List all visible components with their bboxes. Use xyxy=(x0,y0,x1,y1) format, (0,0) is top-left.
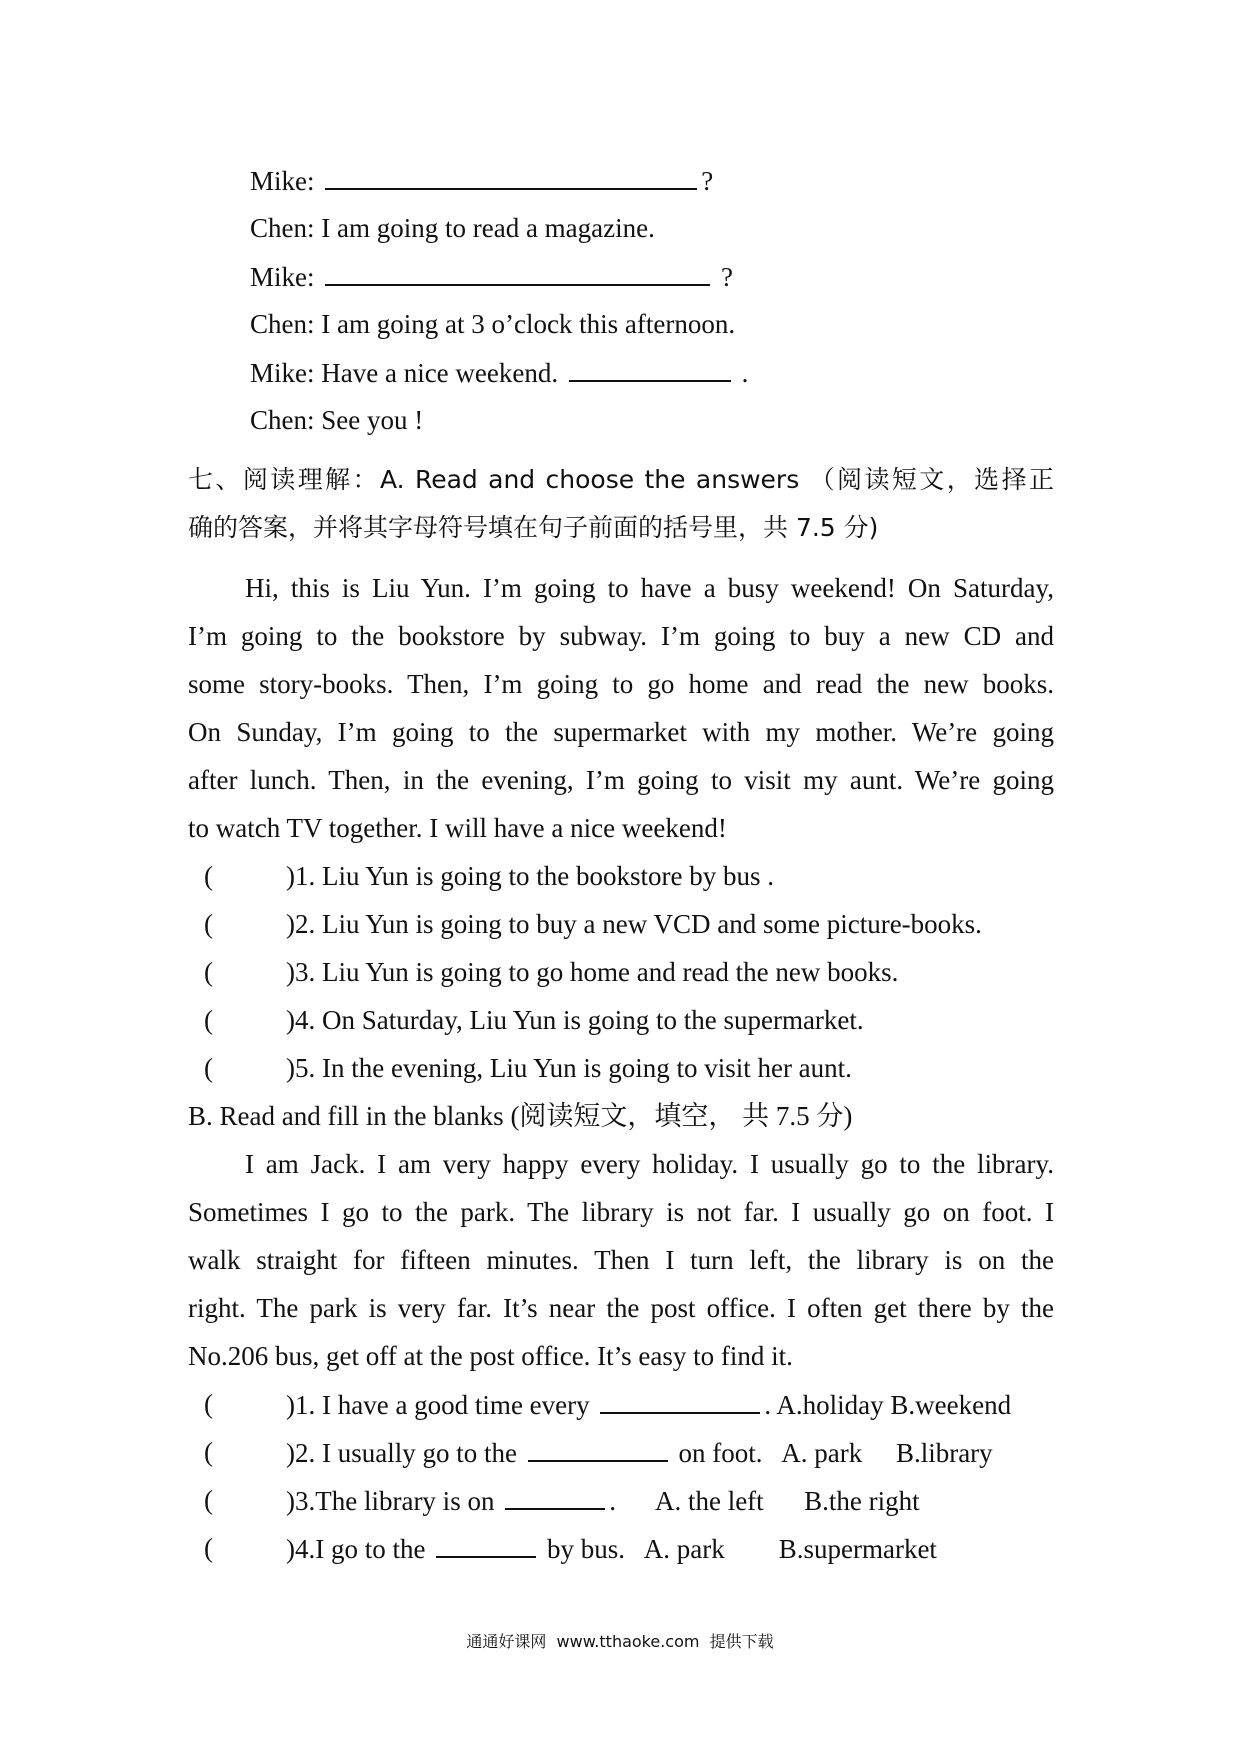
section-7-heading-line-1: 七、阅读理解：A. Read and choose the answers （阅读短文，选择正 xyxy=(188,465,1054,494)
passage-a-line-5: after lunch. Then, in the evening, I’m going to visit my aunt. We’re going xyxy=(188,765,1054,795)
passage-b-line-5: No.206 bus, get off at the post office. It’s easy to find it. xyxy=(188,1341,793,1371)
question-a-3: )3. Liu Yun is going to go home and read the new books. xyxy=(286,957,899,987)
fill-blank[interactable] xyxy=(436,1530,536,1558)
speaker-label: Mike: xyxy=(250,358,315,388)
answer-blank[interactable] xyxy=(569,354,731,382)
passage-a-line-4: On Sunday, I’m going to the supermarket with my mother. We’re going xyxy=(188,717,1054,747)
answer-paren[interactable]: ( xyxy=(204,1437,213,1467)
question-mark: ? xyxy=(721,262,733,292)
speaker-label: Chen: xyxy=(250,213,315,243)
speaker-label: Chen: xyxy=(250,309,315,339)
question-a-2: )2. Liu Yun is going to buy a new VCD and some picture-books. xyxy=(286,909,982,939)
fill-blank[interactable] xyxy=(505,1482,605,1510)
passage-a-line-3: some story-books. Then, I’m going to go home and read the new books. xyxy=(188,669,1054,699)
fill-blank[interactable] xyxy=(528,1434,668,1462)
dialogue-text: Have a nice weekend. xyxy=(321,358,559,388)
answer-paren[interactable]: ( xyxy=(204,1053,213,1083)
passage-b-line-1: I am Jack. I am very happy every holiday. I usually go to the library. xyxy=(245,1149,1054,1179)
question-b-2: )2. I usually go to the on foot. A. park B.library xyxy=(286,1434,993,1471)
passage-a-line-2: I’m going to the bookstore by subway. I’m going to buy a new CD and xyxy=(188,621,1054,651)
page-footer: 通通好课网 www.tthaoke.com 提供下载 xyxy=(466,1632,774,1651)
answer-paren[interactable]: ( xyxy=(204,957,213,987)
question-a-5: )5. In the evening, Liu Yun is going to visit her aunt. xyxy=(286,1053,852,1083)
speaker-label: Mike: xyxy=(250,166,315,196)
passage-a-line-6: to watch TV together. I will have a nice weekend! xyxy=(188,813,727,843)
answer-paren[interactable]: ( xyxy=(204,1533,213,1563)
dialogue-line-2 xyxy=(250,210,655,246)
question-b-4: )4.I go to the by bus. A. park B.supermarket xyxy=(286,1530,937,1567)
dialogue-line-1 xyxy=(250,162,713,199)
period: . xyxy=(741,358,749,388)
answer-paren[interactable]: ( xyxy=(204,909,213,939)
fill-blank[interactable] xyxy=(600,1386,760,1414)
answer-blank[interactable] xyxy=(325,162,697,190)
question-a-4: )4. On Saturday, Liu Yun is going to the supermarket. xyxy=(286,1005,864,1035)
dialogue-text: See you ! xyxy=(321,405,424,435)
dialogue-text: I am going to read a magazine. xyxy=(321,213,655,243)
speaker-label: Mike: xyxy=(250,262,315,292)
dialogue-line-6 xyxy=(250,402,423,438)
dialogue-line-3 xyxy=(250,258,733,295)
answer-paren[interactable]: ( xyxy=(204,1389,213,1419)
answer-paren[interactable]: ( xyxy=(204,1005,213,1035)
section-7-heading-line-2: 确的答案，并将其字母符号填在句子前面的括号里，共 7.5 分) xyxy=(188,513,879,542)
passage-b-line-3: walk straight for fifteen minutes. Then I turn left, the library is on the xyxy=(188,1245,1054,1275)
passage-a-line-1: Hi, this is Liu Yun. I’m going to have a busy weekend! On Saturday, xyxy=(245,573,1054,603)
speaker-label: Chen: xyxy=(250,405,315,435)
dialogue-line-5 xyxy=(250,354,748,391)
passage-b-line-4: right. The park is very far. It’s near the post office. I often get there by the xyxy=(188,1293,1054,1323)
question-a-1: )1. Liu Yun is going to the bookstore by bus . xyxy=(286,861,774,891)
question-mark: ? xyxy=(701,166,714,196)
passage-b-line-2: Sometimes I go to the park. The library is not far. I usually go on foot. I xyxy=(188,1197,1054,1227)
answer-paren[interactable]: ( xyxy=(204,861,213,891)
dialogue-text: I am going at 3 o’clock this afternoon. xyxy=(321,309,736,339)
dialogue-line-4 xyxy=(250,306,735,342)
answer-paren[interactable]: ( xyxy=(204,1485,213,1515)
question-b-3: )3.The library is on . A. the left B.the right xyxy=(286,1482,920,1519)
answer-blank[interactable] xyxy=(325,258,710,286)
section-b-heading: B. Read and fill in the blanks (阅读短文，填空， 共 7.5 分) xyxy=(188,1101,853,1131)
question-b-1: )1. I have a good time every . A.holiday B.weekend xyxy=(286,1386,1011,1423)
